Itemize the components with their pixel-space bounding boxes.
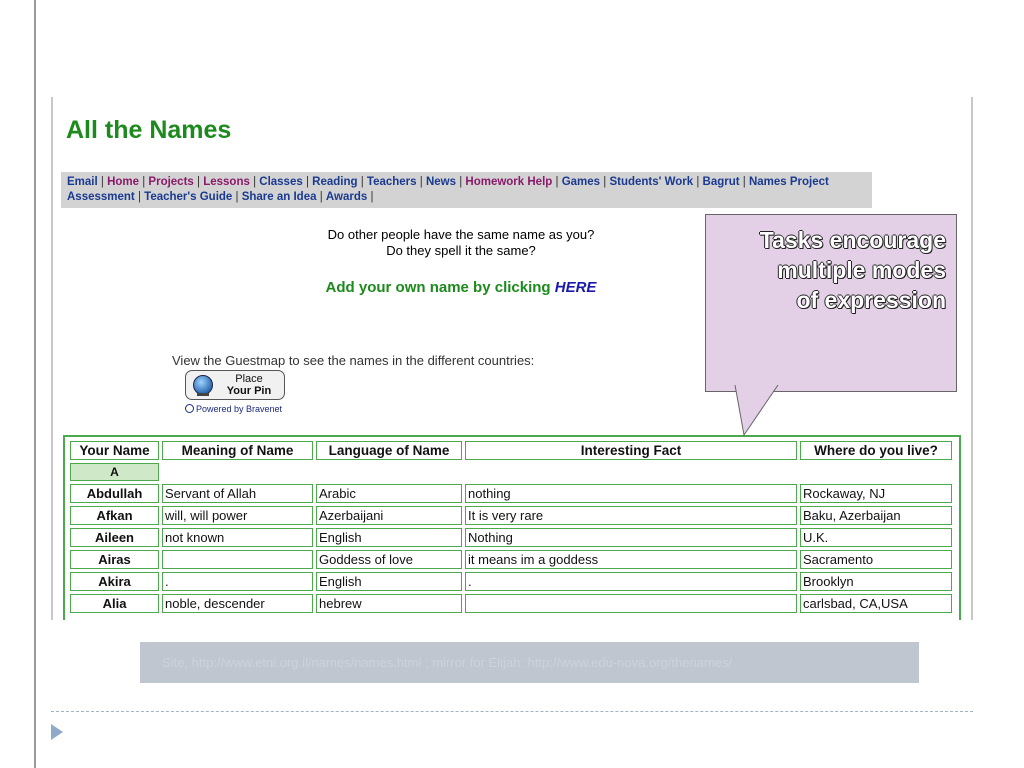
play-triangle-icon (51, 724, 63, 740)
table-cell: it means im a goddess (465, 550, 797, 569)
globe-stand-icon (197, 393, 209, 396)
question-text (261, 227, 661, 259)
nav-link[interactable]: Teacher's Guide (144, 191, 233, 203)
column-header[interactable]: Your Name (70, 441, 159, 460)
table-cell: nothing (465, 484, 797, 503)
empty-cell (800, 463, 952, 481)
nav-link[interactable]: Classes (259, 176, 303, 188)
name-cell: Afkan (70, 506, 159, 525)
table-cell: Rockaway, NJ (800, 484, 952, 503)
table-cell: Goddess of love (316, 550, 462, 569)
screenshot-right-edge (971, 97, 973, 620)
nav-separator: | (357, 176, 367, 188)
nav-link[interactable]: Home (107, 176, 140, 188)
nav-separator: | (232, 191, 242, 203)
nav-separator: | (193, 176, 204, 188)
table-cell: English (316, 528, 462, 547)
nav-link[interactable]: Projects (148, 176, 194, 188)
nav-link[interactable]: Names Project Assessment (67, 176, 829, 203)
callout-text (760, 225, 946, 315)
nav-separator: | (97, 176, 108, 188)
add-name-prompt (261, 279, 661, 296)
table-row (70, 528, 952, 547)
table-cell: Arabic (316, 484, 462, 503)
table-cell: English (316, 572, 462, 591)
callout-pointer (700, 385, 780, 440)
table-cell: Brooklyn (800, 572, 952, 591)
nav-link[interactable]: Lessons (203, 176, 250, 188)
column-header[interactable]: Language of Name (316, 441, 462, 460)
nav-separator: | (139, 176, 149, 188)
nav-link[interactable]: Share an Idea (241, 191, 317, 203)
table-cell: noble, descender (162, 594, 313, 613)
nav-separator: | (416, 176, 426, 188)
table-cell (162, 550, 313, 569)
pin-button-label (216, 373, 282, 397)
table-header-row (70, 441, 952, 460)
nav-separator: | (600, 176, 610, 188)
column-header[interactable]: Meaning of Name (162, 441, 313, 460)
table-row (70, 506, 952, 525)
name-cell: Alia (70, 594, 159, 613)
question-line-1: Do other people have the same name as you? (327, 227, 595, 242)
table-cell: Azerbaijani (316, 506, 462, 525)
nav-separator: | (693, 176, 703, 188)
table-cell: hebrew (316, 594, 462, 613)
table-cell (465, 594, 797, 613)
table-cell: It is very rare (465, 506, 797, 525)
pin-button-line-1: Place (235, 373, 263, 385)
nav-link[interactable]: Games (561, 176, 601, 188)
bravenet-logo-icon (185, 404, 194, 413)
slide-vertical-rule (34, 0, 36, 768)
question-line-2: Do they spell it the same? (386, 243, 536, 258)
add-name-text: Add your own name by clicking (325, 279, 555, 296)
nav-link[interactable]: Homework Help (465, 176, 553, 188)
table-cell: Servant of Allah (162, 484, 313, 503)
screenshot-left-edge (51, 97, 53, 620)
nav-link[interactable]: News (425, 176, 456, 188)
name-cell: Abdullah (70, 484, 159, 503)
letter-row (70, 463, 952, 481)
nav-separator: | (367, 191, 374, 203)
nav-separator: | (739, 176, 749, 188)
nav-link[interactable]: Reading (312, 176, 358, 188)
letter-heading-cell: A (70, 463, 159, 481)
nav-link[interactable]: Teachers (366, 176, 417, 188)
page-title: All the Names (66, 116, 232, 144)
table-cell: carlsbad, CA,USA (800, 594, 952, 613)
table-cell: Baku, Azerbaijan (800, 506, 952, 525)
table-cell: Sacramento (800, 550, 952, 569)
nav-separator: | (456, 176, 466, 188)
table-cell: . (465, 572, 797, 591)
nav-separator: | (552, 176, 562, 188)
nav-link[interactable]: Bagrut (702, 176, 740, 188)
table-row (70, 550, 952, 569)
powered-by-text: Powered by Bravenet (196, 404, 283, 414)
name-cell: Aileen (70, 528, 159, 547)
table-row (70, 594, 952, 613)
empty-cell (316, 463, 462, 481)
nav-separator: | (249, 176, 260, 188)
navigation-bar (61, 172, 872, 208)
column-header[interactable]: Interesting Fact (465, 441, 797, 460)
nav-link[interactable]: Email (67, 176, 98, 188)
nav-separator: | (316, 191, 326, 203)
table-cell: Nothing (465, 528, 797, 547)
names-table (67, 438, 955, 616)
table-row (70, 572, 952, 591)
table-cell: not known (162, 528, 313, 547)
name-cell: Akira (70, 572, 159, 591)
pin-button-line-2: Your Pin (226, 385, 272, 397)
dashed-separator (51, 711, 973, 712)
powered-by-link[interactable] (185, 404, 282, 414)
column-header[interactable]: Where do you live? (800, 441, 952, 460)
globe-icon (193, 375, 213, 395)
empty-cell (465, 463, 797, 481)
table-cell: . (162, 572, 313, 591)
nav-separator: | (134, 191, 145, 203)
name-cell: Airas (70, 550, 159, 569)
place-your-pin-button[interactable] (185, 370, 285, 400)
table-row (70, 484, 952, 503)
guestmap-text: View the Guestmap to see the names in the different countries: (172, 353, 535, 368)
empty-cell (162, 463, 313, 481)
callout-line-1: Tasks encourage (759, 227, 946, 253)
callout-line-2: multiple modes (777, 257, 946, 283)
callout-line-3: of expression (796, 287, 946, 313)
callout-box (705, 214, 957, 392)
here-link[interactable]: HERE (554, 279, 597, 296)
nav-link[interactable]: Awards (325, 191, 368, 203)
nav-separator: | (302, 176, 313, 188)
table-cell: U.K. (800, 528, 952, 547)
table-cell: will, will power (162, 506, 313, 525)
footer-caption-bar: Site, http://www.etni.org.il/names/names.html ; mirror for Elijah: http://www.edu-nova.org/thenames/ (140, 642, 919, 683)
nav-link[interactable]: Students' Work (609, 176, 694, 188)
table-body (70, 463, 952, 613)
